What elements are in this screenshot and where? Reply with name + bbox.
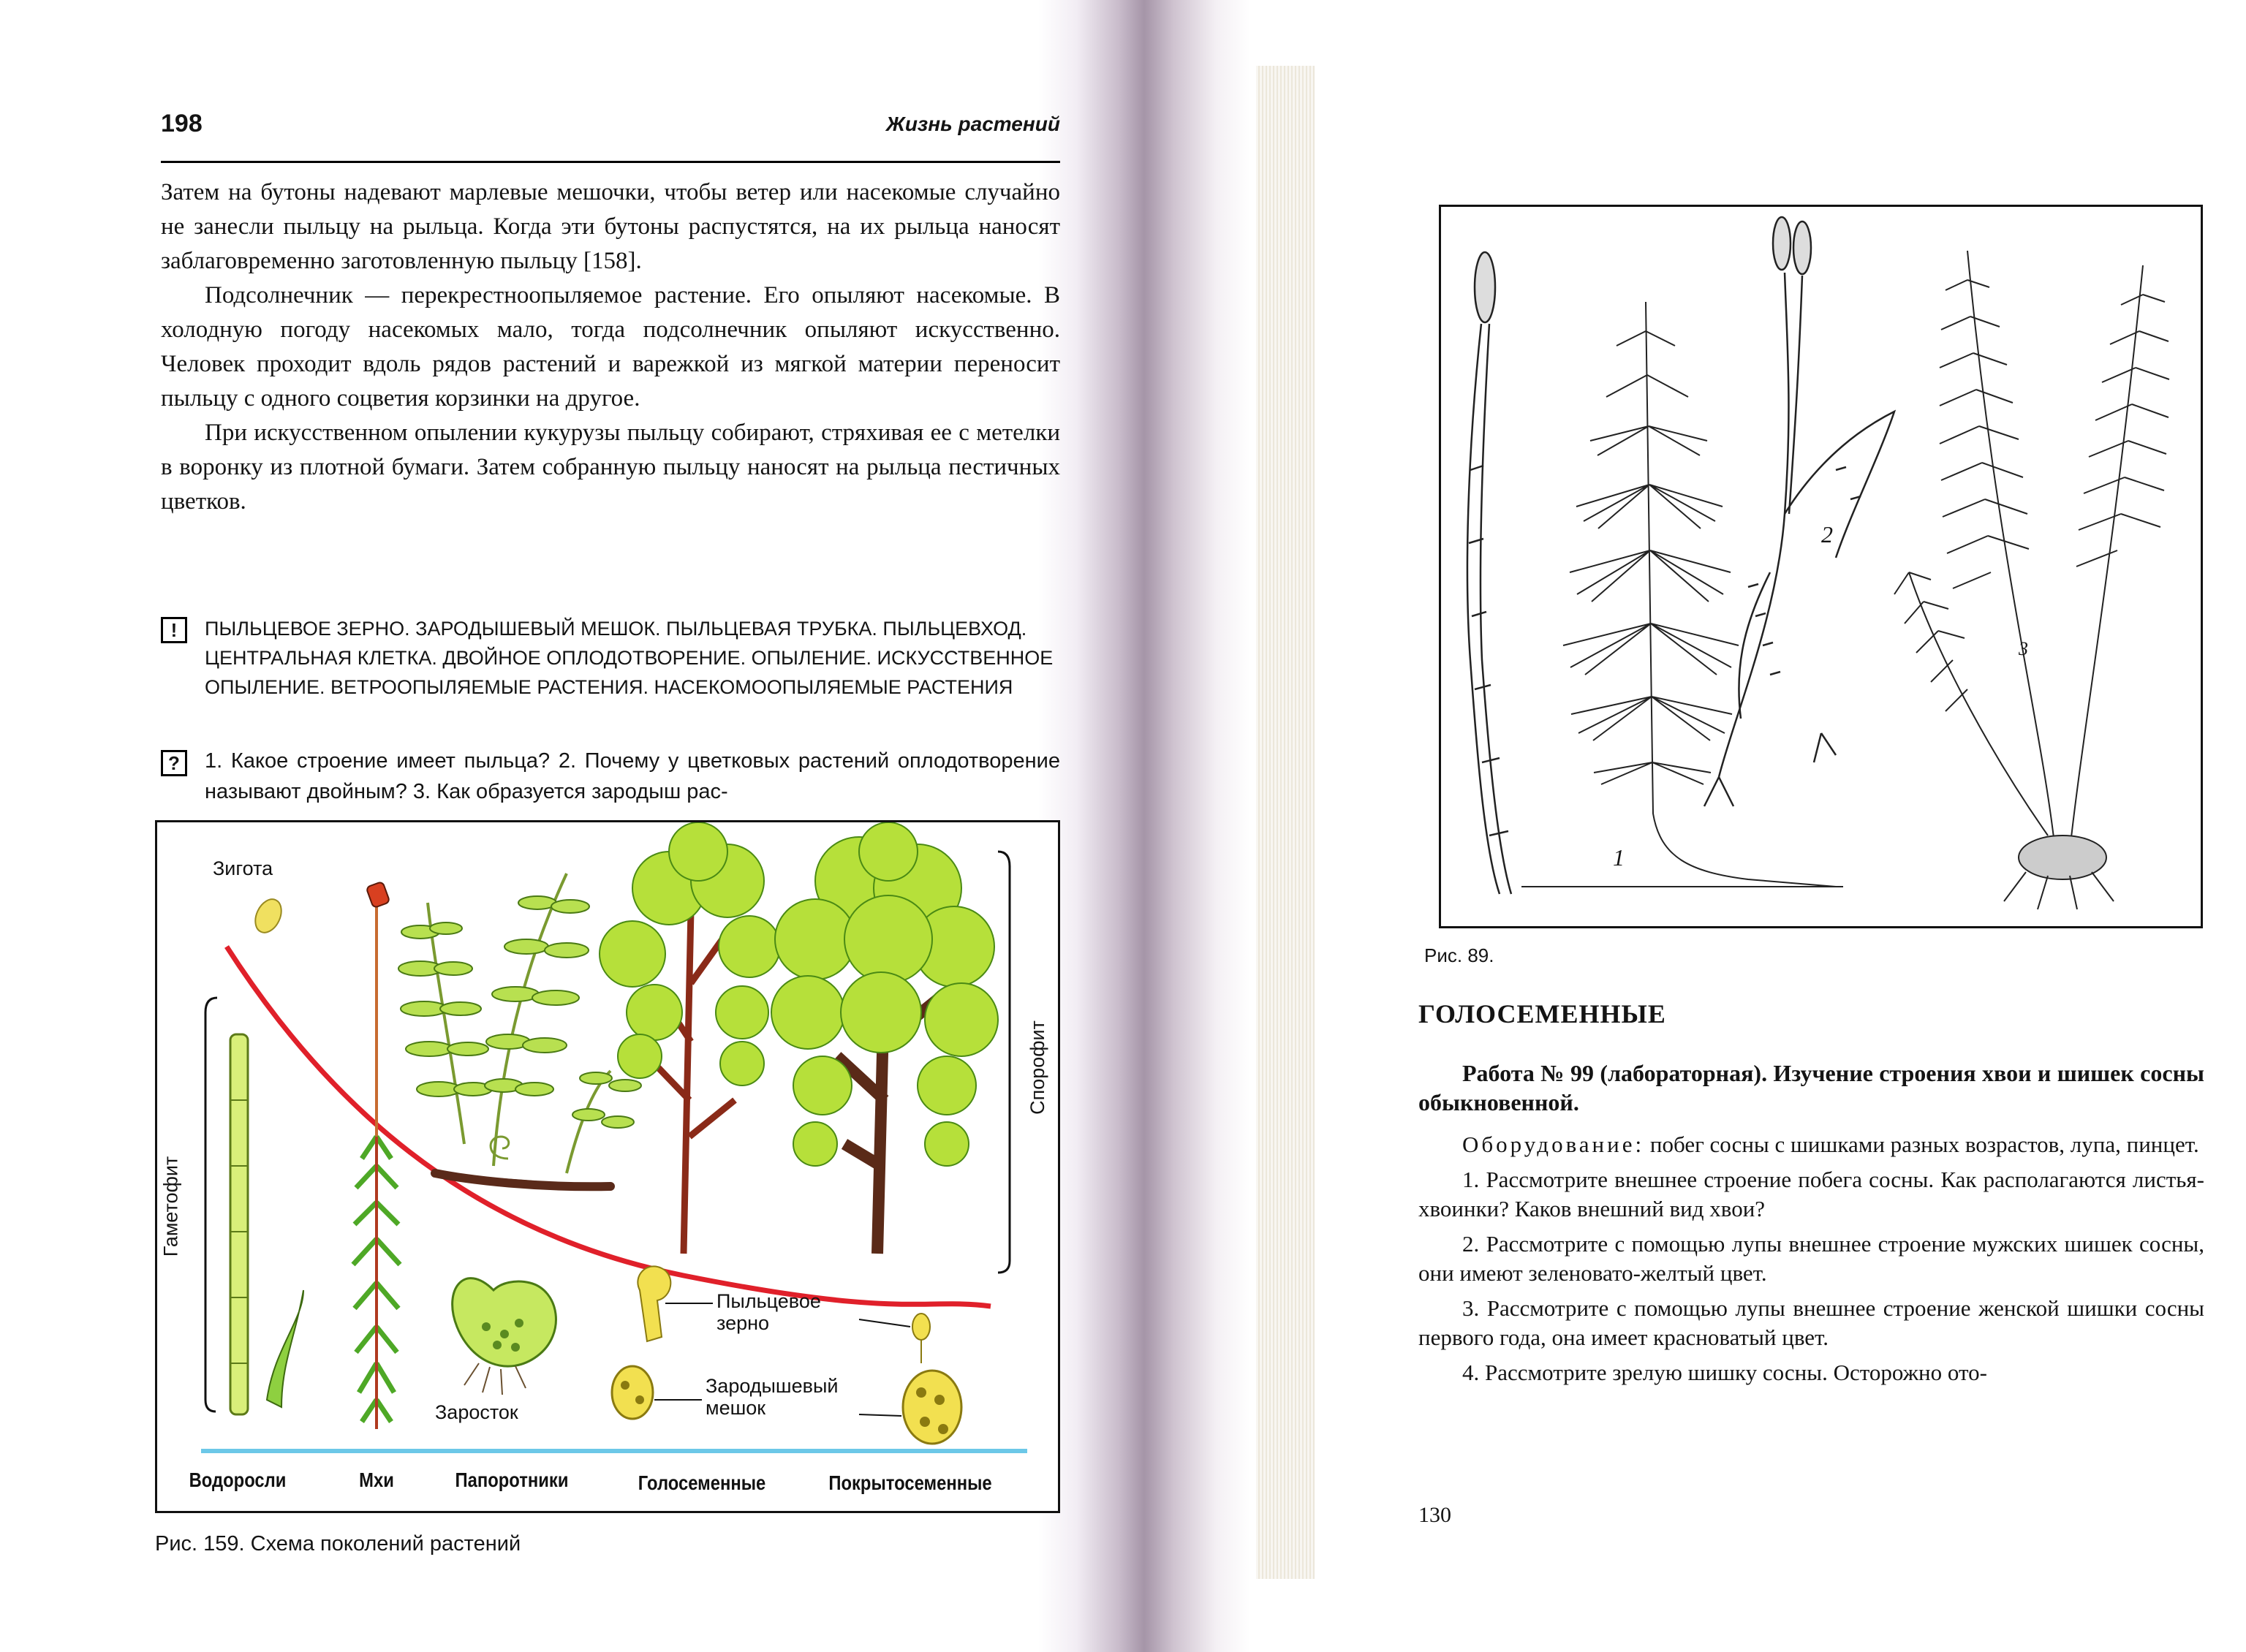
section-heading: ГОЛОСЕМЕННЫЕ [1418,999,1666,1028]
gametophyte-bracket [205,998,217,1412]
equipment-paragraph [1418,1130,2204,1159]
left-page-header [161,110,1060,163]
figure-number-1: 1 [1613,844,1625,871]
paragraph: При искусственном опылении кукурузы пыльцу собирают, стряхивая ее с метелки в воронку из плотной бумаги. Затем собранную пыльцу наносят на рыльца пестичных цветков. [161,420,1060,515]
book-gutter [1038,0,1250,1652]
lab-step: 1. Рассмотрите внешнее строение побега сосны. Как располагаются листья-хвоинки? Каков внешний вид хвои? [1418,1167,2204,1221]
lab-step: 2. Рассмотрите с помощью лупы внешнее строение мужских шишек сосны, они имеют зеленовато-желтый цвет. [1418,1231,2204,1286]
gametophyte-label: Гаметофит [159,1156,182,1257]
plant-generations-figure [155,820,1060,1513]
page-edge [1256,66,1315,1579]
zygote-icon [250,895,286,936]
group-label-angiosperms: Покрытосеменные [828,1471,992,1494]
key-terms [161,614,1060,702]
figure-89-caption: Рис. 89. [1424,944,1494,966]
zygote-label: Зигота [213,857,273,879]
group-label-mosses: Мхи [359,1469,394,1491]
figure-number-2: 2 [1821,521,1833,547]
lab-step: 4. Рассмотрите зрелую шишку сосны. Осторожно ото- [1462,1360,1987,1385]
prothallus-label: Заросток [435,1401,518,1423]
horsetail-fertile-shoot-icon [1467,252,1511,894]
sporophyte-bracket [998,852,1010,1273]
equipment-label: Оборудование: [1462,1132,1645,1157]
pine-tree-icon [600,822,780,1254]
prothallus-icon [453,1278,556,1395]
fern-icon [398,874,641,1186]
key-terms-text: ПЫЛЬЦЕВОЕ ЗЕРНО. ЗАРОДЫШЕВЫЙ МЕШОК. ПЫЛЬЦЕВАЯ ТРУБКА. ПЫЛЬЦЕВХОД. ЦЕНТРАЛЬНАЯ КЛЕТКА. ДВОЙНОЕ ОПЛОДОТВОРЕНИЕ. ОПЫЛЕНИЕ. ИСКУССТВЕННОЕ ОПЫЛЕНИЕ. ВЕТРООПЫЛЯЕМЫЕ РАСТЕНИЯ. НАСЕКОМООПЫЛЯЕМЫЕ РАСТЕНИЯ [205,618,1054,698]
left-page-body [161,175,1060,519]
review-questions [161,746,1060,807]
exclamation-box-icon: ! [161,617,187,643]
fern-bracken-icon [1894,251,2169,909]
embryo-sac-label: Зародышевый мешок [706,1375,839,1419]
right-page-body [1418,1130,2204,1393]
pollen-grain-label: Пыльцевое зерно [716,1290,821,1334]
deciduous-tree-icon [771,822,998,1254]
page-number: 130 [1418,1503,1451,1527]
spore-plants-figure [1439,205,2203,928]
figure-159-caption: Рис. 159. Схема поколений растений [155,1532,521,1556]
group-label-algae: Водоросли [189,1469,287,1491]
figure-number-3: 3 [2019,638,2028,659]
questions-text: 1. Какое строение имеет пыльца? 2. Почему у цветковых растений оплодотворение называют двойным? 3. Как образуется зародыш рас- [205,749,1060,803]
equipment-text: побег сосны с шишками разных возрастов, лупа, пинцет. [1644,1132,2199,1157]
paragraph: Затем на бутоны надевают марлевые мешочки, чтобы ветер или насекомые случайно не занесли пыльцу на рыльца. Когда эти бутоны распустятся, на их рыльца наносят заблаговременно заготовленную пыльцу [158]. [161,179,1060,274]
group-label-gymnosperms: Голосеменные [638,1471,766,1494]
sporophyte-label: Спорофит [1026,1020,1048,1115]
moss-icon [353,882,400,1429]
paragraph: Подсолнечник — перекрестноопыляемое растение. Его опыляют насекомые. В холодную погоду насекомых мало, тогда подсолнечник опыляют искусственно. Человек проходит вдоль рядов растений и варежкой из мягкой материи переносит пыльцу с одного соцветия корзинки на другое. [161,282,1060,412]
generations-illustration [157,822,1060,1513]
page-number: 198 [161,110,203,137]
lab-step: 3. Рассмотрите с помощью лупы внешнее строение женской шишки сосны первого года, она имеет красноватый цвет. [1418,1295,2204,1350]
club-moss-icon [1704,217,1894,806]
lab-work-title: Работа № 99 (лабораторная). Изучение строения хвои и шишек сосны обыкновенной. [1418,1060,2204,1115]
horsetail-vegetative-shoot-icon [1521,302,1843,887]
algae-icon [230,1034,303,1414]
group-label-ferns: Папоротники [455,1469,569,1491]
running-title: Жизнь растений [885,113,1060,135]
question-box-icon: ? [161,750,187,776]
spore-plants-illustration [1441,207,2203,928]
